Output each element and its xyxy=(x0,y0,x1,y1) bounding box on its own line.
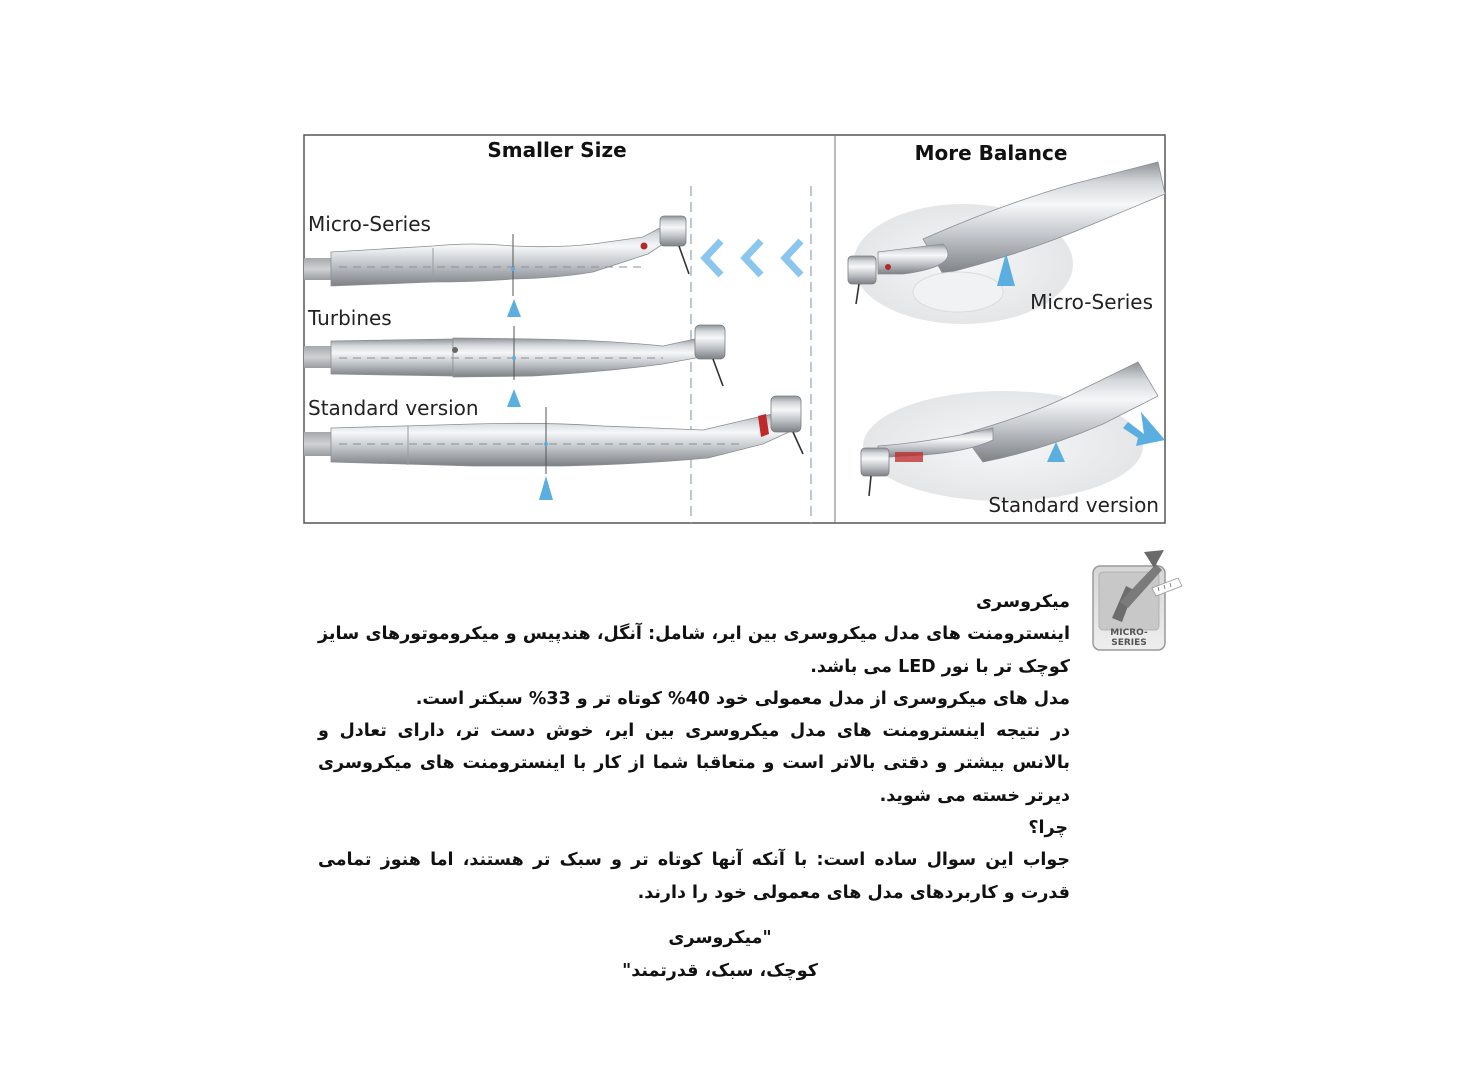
paragraph-answer: جواب این سوال ساده است: با آنکه آنها کوتاه تر و سبک تر هستند، اما هنوز تمامی قدرت و کاربردهای مدل های معمولی خود را دارند. xyxy=(318,850,1070,903)
standard-version-label: Standard version xyxy=(308,396,479,420)
badge-label-line2: SERIES xyxy=(1111,638,1147,648)
section-heading: میکروسری xyxy=(975,592,1070,612)
left-panel-title: Smaller Size xyxy=(487,138,627,162)
description-text xyxy=(318,586,1070,909)
paragraph-instruments: اینسترومنت های مدل میکروسری بین ایر، شامل: آنگل، هندپیس و میکروموتورهای سایز کوچک تر با نور LED می باشد. xyxy=(318,624,1070,677)
micro-series-badge xyxy=(1092,548,1184,652)
right-standard-version-label: Standard version xyxy=(988,493,1159,517)
why-question: چرا؟ xyxy=(1028,818,1068,839)
slogan-line-1: "میکروسری xyxy=(668,928,772,948)
paragraph-size-weight: مدل های میکروسری از مدل معمولی خود 40% کوتاه تر و 33% سبکتر است. xyxy=(415,688,1070,709)
paragraph-balance: در نتیجه اینسترومنت های مدل میکروسری بین ایر، خوش دست تر، دارای تعادل و بالانس بیشتر و دقتی بالاتر است و متعاقبا شما از کار با اینسترومنت های میکروسری دیرتر خسته می شوید. xyxy=(318,721,1070,806)
right-panel-title: More Balance xyxy=(914,141,1068,165)
turbines-label: Turbines xyxy=(308,306,392,330)
slogan xyxy=(560,922,880,988)
right-micro-series-label: Micro-Series xyxy=(1030,290,1153,314)
slogan-line-2: کوچک، سبک، قدرتمند" xyxy=(622,961,818,981)
badge-label-line1: MICRO- xyxy=(1110,628,1148,638)
micro-series-label: Micro-Series xyxy=(308,212,431,236)
handpiece-comparison-figure xyxy=(303,134,1166,524)
